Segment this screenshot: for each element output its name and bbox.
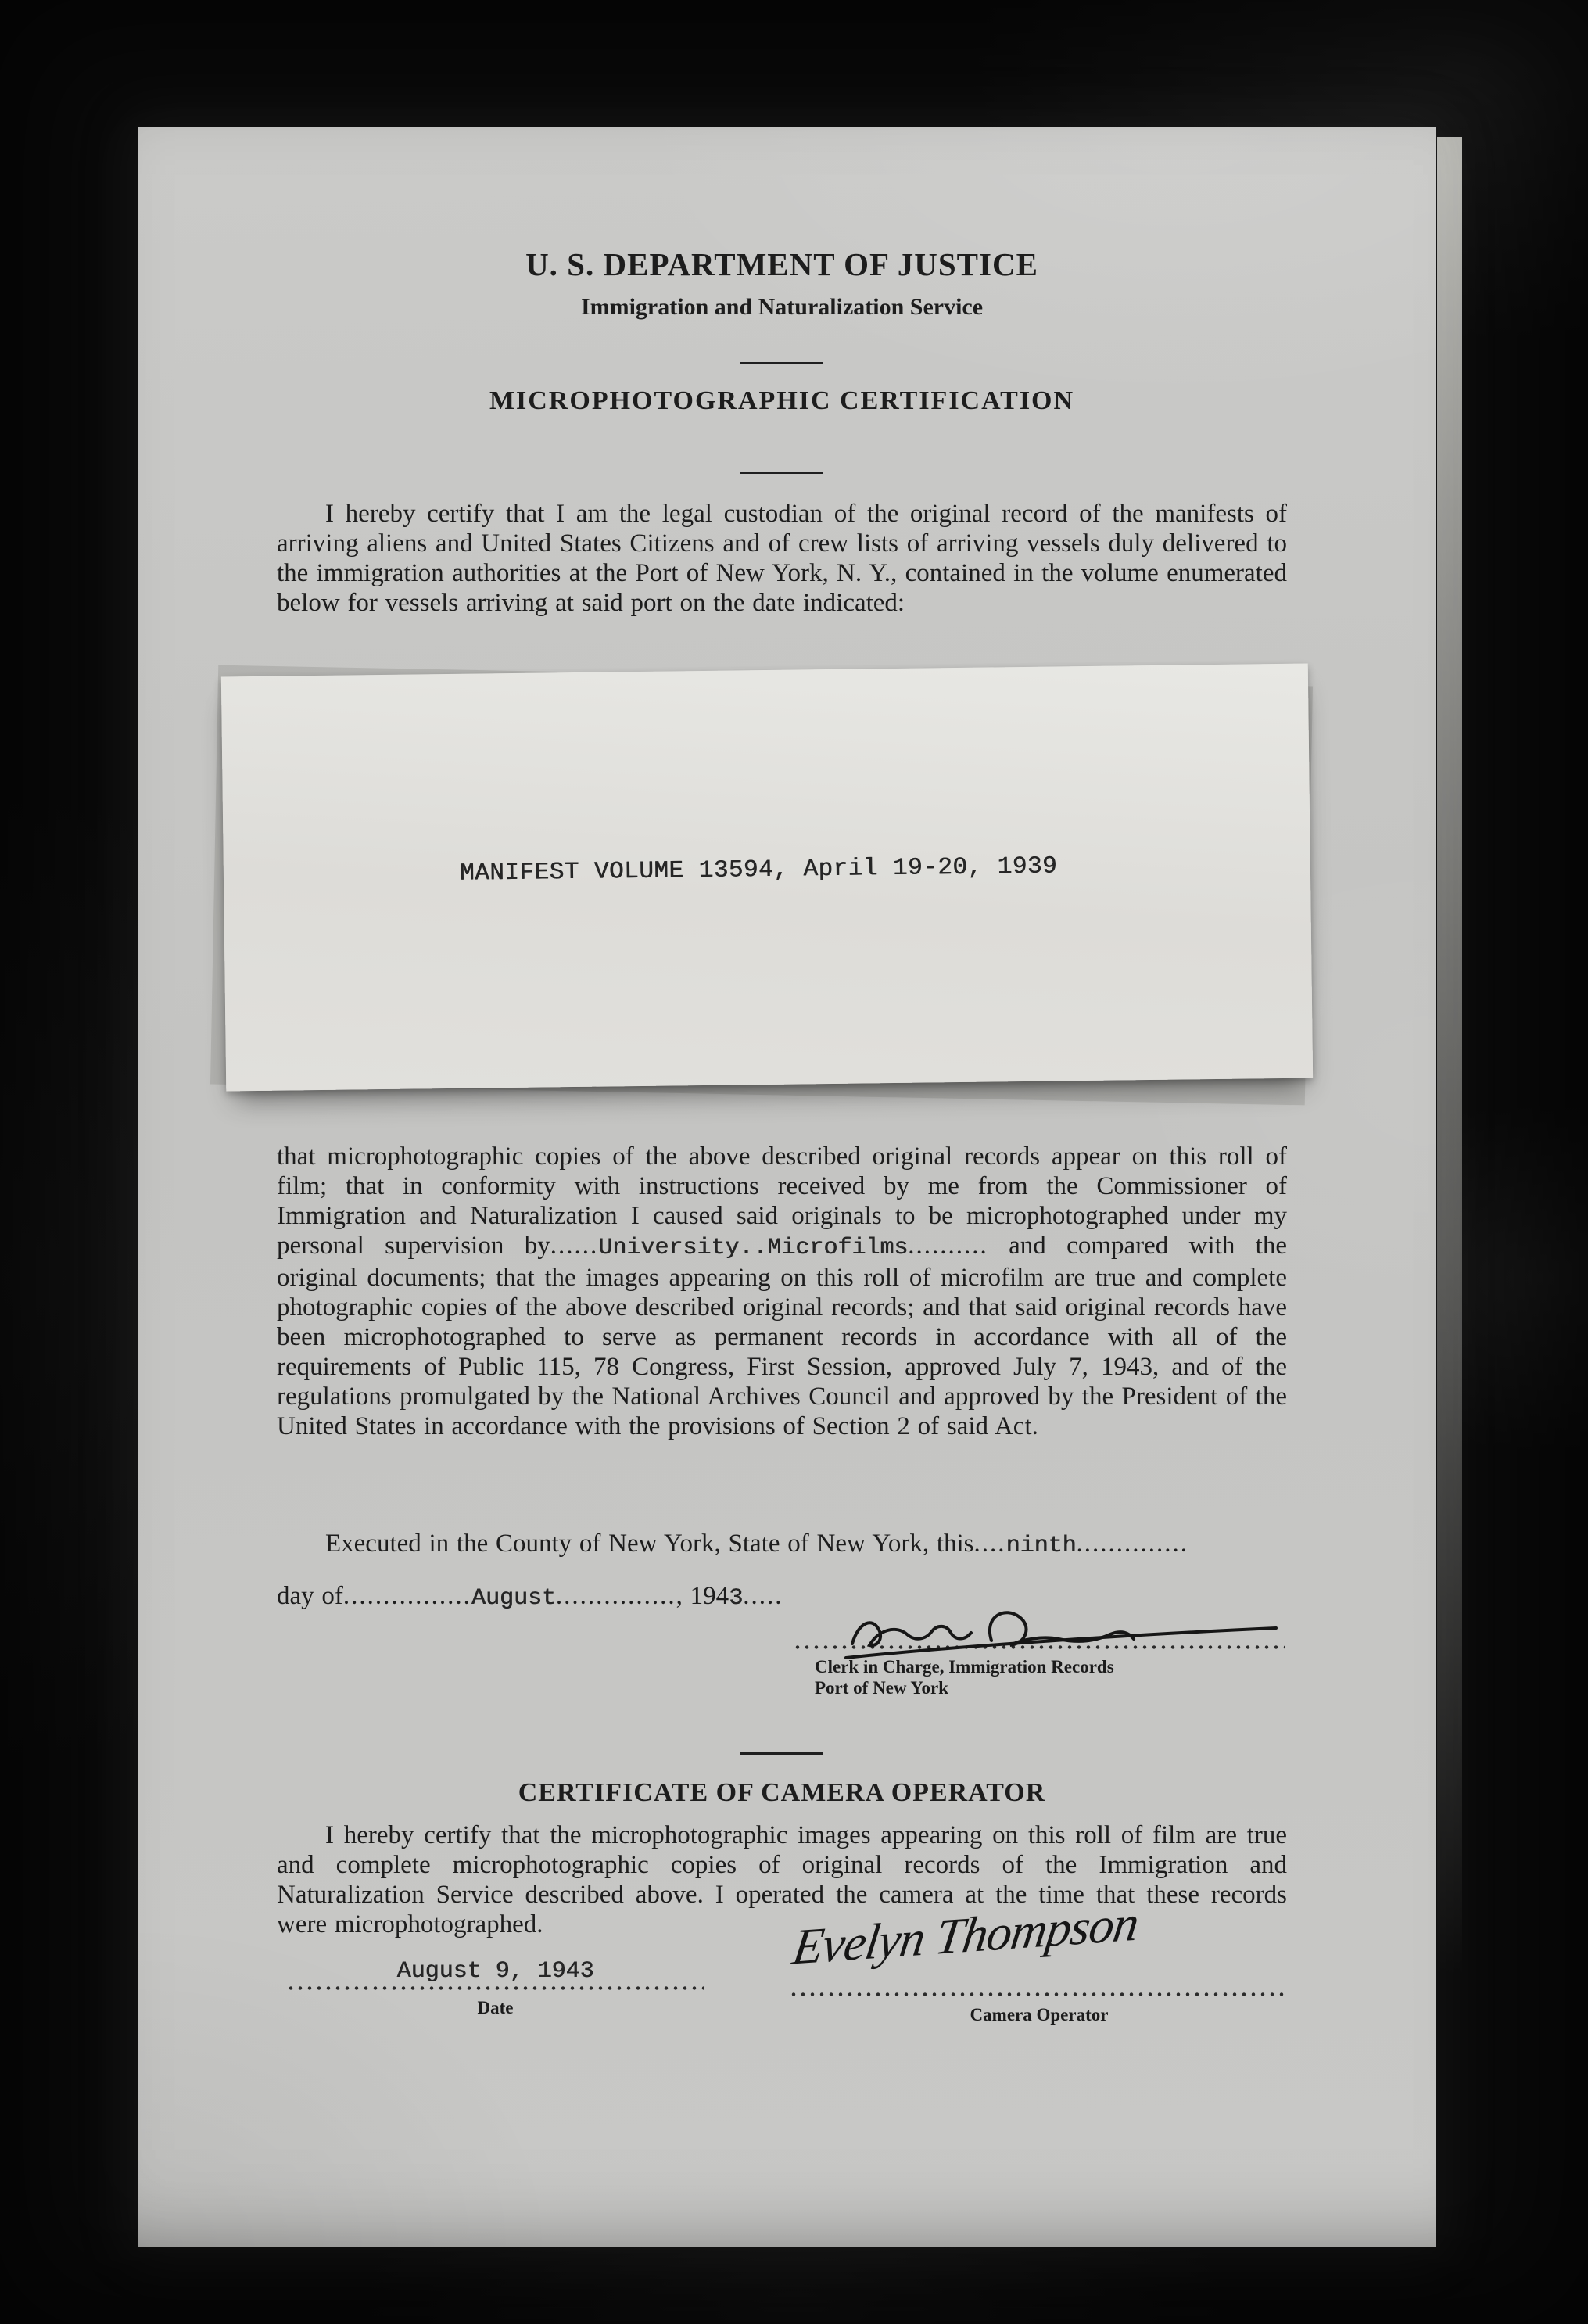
supervised-by-value: University..Microfilms — [598, 1235, 909, 1261]
section-divider — [740, 362, 823, 364]
clerk-signature — [838, 1595, 1284, 1673]
statement-part2: and compared with the original documents; that the images appearing on this roll of microfilm are true and complete photographic copies of the above described original records; and that said original records have been microphotographed to serve as permanent records in accordance with all of the requirements of Public 115, 78 Congress, First Session, approved July 7, 1943, and of the regulations promulgated by the National Archives Council and approved by the President of the United States in accordance with the provisions of Section 2 of said Act. — [277, 1232, 1288, 1440]
clerk-signature-block — [793, 1595, 1285, 1698]
document-title: MICROPHOTOGRAPHIC CERTIFICATION — [489, 386, 1075, 415]
camera-operator-group — [789, 1895, 1289, 2025]
agency-name: U. S. DEPARTMENT OF JUSTICE — [525, 246, 1038, 282]
day-of-label: day of — [277, 1582, 343, 1610]
section-divider — [740, 1752, 823, 1755]
year-prefix: , 194 — [676, 1582, 729, 1610]
dot-leader: .... — [973, 1530, 1006, 1558]
manifest-volume-line: MANIFEST VOLUME 13594, April 19-20, 1939 — [459, 852, 1058, 888]
executed-day-value: ninth — [1005, 1533, 1077, 1559]
certificate-page — [138, 127, 1436, 2247]
date-value: August 9, 1943 — [396, 1958, 594, 1985]
executed-prefix: Executed in the County of New York, State of New York, this — [325, 1530, 974, 1558]
service-name: Immigration and Naturalization Service — [580, 294, 984, 320]
camera-operator-section-title: CERTIFICATE OF CAMERA OPERATOR — [518, 1778, 1046, 1807]
year-value: 3 — [729, 1585, 744, 1612]
dot-leader: .............. — [1076, 1530, 1189, 1558]
executed-line — [277, 1529, 1287, 1561]
statement-part1: that microphotographic copies of the above described original records appear on this roll of film; that in conformity with instructions received by me from the Commissioner of Immigration and Naturalization I caused said originals to be microphotographed under my personal supervision by — [277, 1142, 1287, 1260]
manifest-card — [221, 664, 1313, 1092]
camera-operator-statement: I hereby certify that the microphotographic images appearing on this roll of film are true and complete microphotographic copies of original records of the Immigration and Naturalization Service described above. I operated the camera at the time that these records were microphotographed. — [277, 1821, 1287, 1938]
section-divider — [740, 472, 823, 474]
month-value: August — [471, 1585, 556, 1612]
dot-leader: ...... — [550, 1232, 599, 1260]
text-column — [277, 127, 1287, 2247]
clerk-title-line1: Clerk in Charge, Immigration Records — [815, 1657, 1114, 1677]
dot-leader: .......... — [908, 1232, 988, 1260]
date-group — [286, 1955, 704, 2018]
custodian-statement: I hereby certify that I am the legal custodian of the original record of the manifests of arriving aliens and United States Citizens and of crew lists of arriving vessels duly delivered to the immigration authorities at the Port of New York, N. Y., contained in the volume enumerated below for vessels arriving at said port on the date indicated: — [277, 500, 1287, 617]
dot-leader: ................ — [342, 1582, 471, 1610]
dot-leader: ............... — [555, 1582, 676, 1610]
clerk-title-line2: Port of New York — [815, 1678, 948, 1698]
camera-operator-signature: Evelyn Thompson — [789, 1895, 1142, 1975]
film-edge-highlight — [1437, 137, 1462, 1974]
microphotograph-statement — [277, 1142, 1287, 1441]
camera-operator-label: Camera Operator — [970, 2005, 1109, 2025]
operator-signature-line — [789, 1992, 1289, 1996]
date-label: Date — [477, 1998, 514, 2017]
dot-leader: ..... — [743, 1582, 783, 1610]
date-line — [286, 1986, 704, 1990]
